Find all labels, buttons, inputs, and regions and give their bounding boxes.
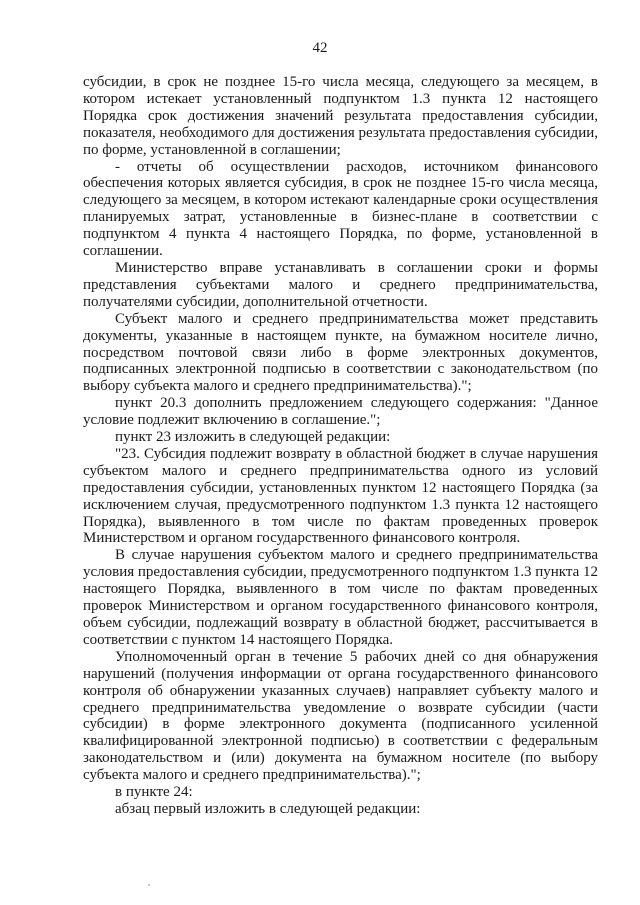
paragraph-subsidy-report-deadline: субсидии, в срок не позднее 15-го числа месяца, следующего за месяцем, в котором истекает установленный подпунктом 1.3 пункта 12 настоящего Порядка срок достижения значений результата предоставления субсидии, показателя, необходимого для достижения результата предоставления субсидии, по форме, установленной в соглашении; <box>83 74 598 158</box>
paragraph-document-submission: Субъект малого и среднего предпринимательства может представить документы, указанные в настоящем пункте, на бумажном носителе лично, посредством почтовой связи либо в форме электронных документов, подписанных электронной подписью в соответствии с законодательством (по выбору субъекта малого и среднего предпринимательства)."; <box>83 310 598 395</box>
paragraph-ministry-additional-reporting: Министерство вправе устанавливать в соглашении сроки и формы представления субъектами малого и среднего предпринимательства, получателями субсидии, дополнительной отчетности. <box>83 259 598 310</box>
paragraph-item-24-intro: в пункте 24: <box>115 784 193 801</box>
paragraph-violation-refund-calculation: В случае нарушения субъектом малого и среднего предпринимательства условия предоставления субсидии, предусмотренного подпунктом 1.3 пункта 12 настоящего Порядка, выявленного в том числе по фактам проведенных проверок Министерством и органом государственного финансового контроля, объем субсидии, подлежащий возврату в областной бюджет, рассчитывается в соответствии с пунктом 14 настоящего Порядка. <box>83 547 598 648</box>
paragraph-refund-notification: Уполномоченный орган в течение 5 рабочих дней со дня обнаружения нарушений (получения информации от органа государственного финансового контроля об обнаружении указанных случаев) направляет субъекту малого и среднего предпринимательства уведомление о возврате субсидии (части субсидии) в форме электронного документа (подписанного усиленной квалифицированной электронной подписью) в соответствии с федеральным законодательством и (или) документа на бумажном носителе (по выбору субъекта малого и среднего предпринимательства)."; <box>83 648 598 784</box>
page-number: 42 <box>312 40 328 56</box>
paragraph-item-20-3-amendment: пункт 20.3 дополнить предложением следующего содержания: "Данное условие подлежит включению в соглашение."; <box>83 395 598 429</box>
paragraph-item-23-refund: "23. Субсидия подлежит возврату в областной бюджет в случае нарушения субъектом малого и среднего предпринимательства одного из условий предоставления субсидии, установленных пунктом 12 настоящего Порядка (за исключением случая, предусмотренного подпунктом 1.3 пункта 12 настоящего Порядка), выявленного в том числе по фактам проведенных проверок Министерством и органом государственного финансового контроля. <box>83 445 598 547</box>
paragraph-expense-reports: - отчеты об осуществлении расходов, источником финансового обеспечения которых является субсидия, в срок не позднее 15-го числа месяца, следующего за месяцем, в котором истекают календарные сроки осуществления планируемых затрат, установленные в бизнес-плане в соответствии с подпунктом 4 пункта 4 настоящего Порядка, по форме, установленной в соглашении. <box>83 158 598 260</box>
document-body <box>83 74 598 818</box>
paragraph-first-abzac: абзац первый изложить в следующей редакции: <box>115 800 421 817</box>
paragraph-item-23-intro: пункт 23 изложить в следующей редакции: <box>115 429 391 446</box>
scan-artifact <box>148 884 150 886</box>
